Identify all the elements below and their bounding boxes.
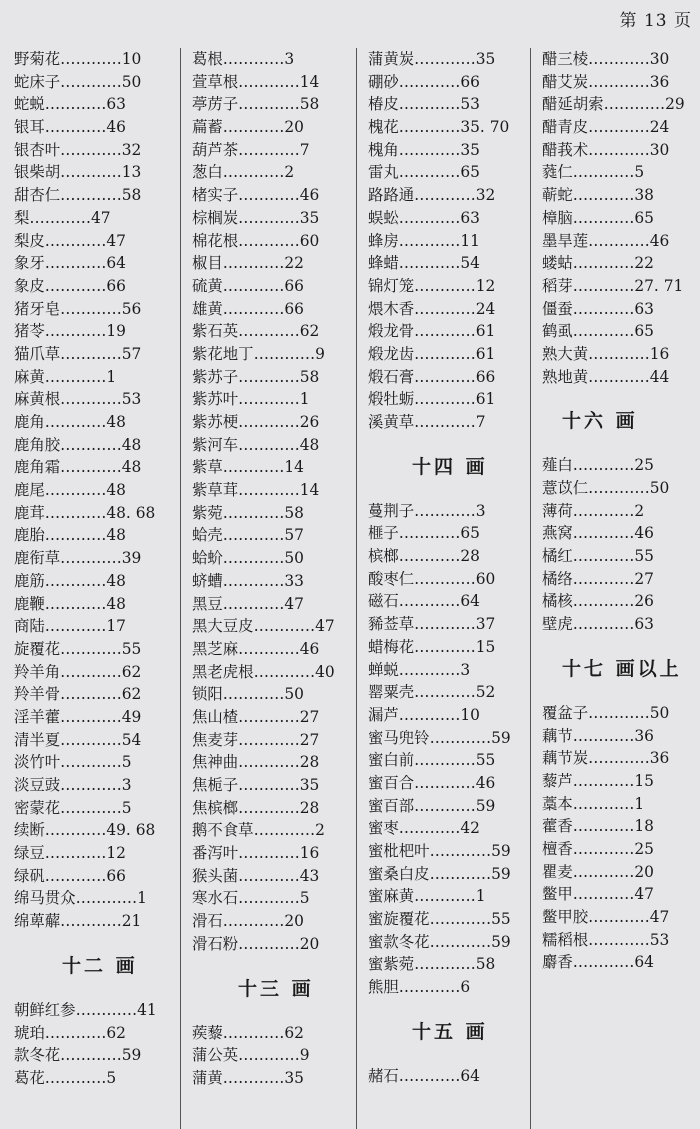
index-entry: 醋青皮…………24 (542, 118, 670, 137)
index-entry: 葱白…………2 (192, 163, 295, 182)
index-entry: 紫石英…………62 (192, 322, 320, 341)
index-entry: 淡竹叶…………5 (14, 753, 132, 772)
index-entry: 银柴胡…………13 (14, 163, 142, 182)
index-entry: 鹅不食草…………2 (192, 821, 325, 840)
index-entry: 寒水石…………5 (192, 889, 310, 908)
index-entry: 煅石膏…………66 (368, 367, 496, 386)
index-entry: 蜂房…………11 (368, 231, 480, 250)
index-entry: 麻黄…………1 (14, 367, 117, 386)
index-entry: 黑豆…………47 (192, 594, 304, 613)
index-entry: 滑石…………20 (192, 912, 304, 931)
index-entry: 象皮…………66 (14, 276, 126, 295)
index-entry: 焦神曲…………28 (192, 753, 320, 772)
index-entry: 醋莪术…………30 (542, 140, 670, 159)
index-entry: 款冬花…………59 (14, 1046, 142, 1065)
index-entry: 紫菀…………58 (192, 503, 304, 522)
index-entry: 椿皮…………53 (368, 95, 480, 114)
index-entry: 楮实子…………46 (192, 186, 320, 205)
index-entry: 鳖甲胶…………47 (542, 908, 670, 926)
index-entry: 豨莶草…………37 (368, 615, 496, 634)
index-entry: 橘络…………27 (542, 569, 654, 588)
index-entry: 锦灯笼…………12 (368, 276, 496, 295)
index-entry: 煨木香…………24 (368, 299, 496, 318)
index-entry: 薏苡仁…………50 (542, 479, 670, 497)
index-entry: 熟地黄…………44 (542, 367, 670, 386)
index-entry: 藕节…………36 (542, 726, 654, 745)
index-entry: 蝉蜕…………3 (368, 660, 471, 679)
stroke-count-heading: 十四 画 (412, 455, 488, 478)
stroke-count-heading: 十五 画 (412, 1020, 488, 1043)
index-entry: 麻黄根…………53 (14, 390, 142, 409)
index-entry: 紫花地丁…………9 (192, 344, 325, 363)
index-entry: 藁本…………1 (542, 794, 645, 813)
index-entry: 覆盆子…………50 (542, 703, 670, 722)
index-entry: 蛤蚧…………50 (192, 549, 304, 568)
index-entry: 猫爪草…………57 (14, 344, 142, 363)
index-entry: 藕节炭…………36 (542, 749, 670, 768)
index-entry: 紫苏梗…………26 (192, 413, 320, 431)
index-entry: 滑石粉…………20 (192, 934, 320, 953)
index-entry: 蔓荆子…………3 (368, 501, 486, 520)
index-entry: 藿香…………18 (542, 817, 654, 836)
index-entry: 橘红…………55 (542, 547, 654, 566)
index-entry: 藜芦…………15 (542, 771, 654, 790)
index-entry: 醋艾炭…………36 (542, 72, 670, 91)
index-entry: 蕲蛇…………38 (542, 186, 654, 205)
index-entry: 磁石…………64 (368, 592, 480, 611)
index-entry: 煅龙齿…………61 (368, 344, 496, 363)
index-entry: 稻芽…………27. 71 (542, 276, 684, 295)
index-column-1 (14, 48, 174, 1129)
index-entry: 熊胆…………6 (368, 978, 471, 997)
index-entry: 橘核…………26 (542, 592, 654, 611)
index-entry: 鹿鞭…………48 (14, 594, 126, 613)
stroke-count-heading: 十二 画 (62, 954, 138, 977)
index-entry: 银耳…………46 (14, 118, 126, 137)
column-divider (180, 48, 181, 1129)
index-entry: 紫河车…………48 (192, 435, 320, 454)
column-divider (530, 48, 531, 1129)
index-entry: 绵萆薢…………21 (14, 912, 142, 931)
index-entry: 醋三棱…………30 (542, 50, 670, 68)
index-entry: 梨…………47 (14, 208, 111, 227)
index-entry: 梨皮…………47 (14, 231, 126, 250)
index-entry: 羚羊角…………62 (14, 662, 142, 681)
index-entry: 野菊花…………10 (14, 50, 142, 68)
index-entry: 猴头菌…………43 (192, 866, 320, 885)
index-entry: 硼砂…………66 (368, 72, 480, 91)
index-entry: 紫草…………14 (192, 458, 304, 477)
index-entry: 蜜旋覆花…………55 (368, 910, 511, 929)
index-entry: 漏芦…………10 (368, 705, 480, 724)
index-entry: 槐角…………35 (368, 140, 480, 159)
index-entry: 密蒙花…………5 (14, 798, 132, 817)
index-entry: 僵蚕…………63 (542, 299, 654, 318)
index-entry: 棉花根…………60 (192, 231, 320, 250)
index-entry: 槐花…………35. 70 (368, 118, 510, 137)
index-entry: 蛤壳…………57 (192, 526, 304, 545)
index-entry: 清半夏…………54 (14, 730, 142, 749)
index-entry: 葛花…………5 (14, 1068, 117, 1087)
index-entry: 猪牙皂…………56 (14, 299, 142, 318)
index-entry: 蛇蜕…………63 (14, 95, 126, 114)
index-entry: 蜜百合…………46 (368, 773, 496, 792)
index-entry: 蜡梅花…………15 (368, 637, 496, 656)
index-entry: 蜜马兜铃…………59 (368, 728, 511, 747)
index-entry: 蜜紫菀…………58 (368, 955, 496, 974)
index-entry: 薄荷…………2 (542, 501, 645, 520)
index-entry: 鹿尾…………48 (14, 481, 126, 500)
index-entry: 鹿茸…………48. 68 (14, 503, 156, 522)
index-entry: 葶苈子…………58 (192, 95, 320, 114)
stroke-count-heading: 十三 画 (238, 977, 314, 1000)
index-entry: 瞿麦…………20 (542, 862, 654, 881)
index-entry: 鹤虱…………65 (542, 322, 654, 341)
index-entry: 焦栀子…………35 (192, 776, 320, 794)
index-entry: 鳖甲…………47 (542, 885, 654, 904)
index-entry: 檀香…………25 (542, 839, 654, 858)
index-entry: 鹿角…………48 (14, 413, 126, 431)
index-entry: 淫羊藿…………49 (14, 707, 142, 726)
index-entry: 蜈蚣…………63 (368, 208, 480, 227)
index-entry: 薤白…………25 (542, 456, 654, 475)
index-entry: 续断…………49. 68 (14, 821, 156, 840)
index-entry: 商陆…………17 (14, 617, 126, 636)
index-entry: 樟脑…………65 (542, 208, 654, 227)
index-entry: 路路通…………32 (368, 186, 496, 205)
page-number: 第 13 页 (619, 11, 692, 31)
index-entry: 赭石…………64 (368, 1066, 480, 1085)
index-entry: 焦山楂…………27 (192, 707, 320, 726)
index-entry: 酸枣仁…………60 (368, 569, 496, 588)
index-entry: 蛴螬…………33 (192, 571, 304, 590)
index-entry: 甜杏仁…………58 (14, 186, 142, 205)
index-entry: 羚羊骨…………62 (14, 685, 142, 704)
index-entry: 蜜枇杷叶…………59 (368, 842, 511, 860)
index-entry: 蜂蜡…………54 (368, 254, 480, 273)
index-column-4 (542, 48, 700, 1129)
index-entry: 银杏叶…………32 (14, 140, 142, 159)
index-entry: 绿豆…………12 (14, 844, 126, 863)
stroke-count-heading: 十七 画以上 (562, 657, 682, 680)
index-entry: 紫苏子…………58 (192, 367, 320, 386)
index-entry: 绵马贯众…………1 (14, 889, 147, 908)
index-entry: 雷丸…………65 (368, 163, 480, 182)
column-divider (356, 48, 357, 1129)
index-entry: 棕榈炭…………35 (192, 208, 320, 227)
index-entry: 煅龙骨…………61 (368, 322, 496, 341)
index-entry: 鹿角胶…………48 (14, 435, 142, 454)
index-entry: 朝鲜红参…………41 (14, 1000, 157, 1019)
index-entry: 番泻叶…………16 (192, 844, 320, 863)
index-entry: 蜜白前…………55 (368, 751, 496, 770)
index-entry: 葛根…………3 (192, 50, 295, 68)
index-entry: 淡豆豉…………3 (14, 776, 132, 794)
index-entry: 鹿角霜…………48 (14, 458, 142, 477)
index-column-3 (368, 48, 528, 1129)
index-entry: 壁虎…………63 (542, 615, 654, 634)
index-entry: 葫芦茶…………7 (192, 140, 310, 159)
index-entry: 罂粟壳…………52 (368, 683, 496, 702)
index-entry: 鹿衔草…………39 (14, 549, 142, 568)
index-entry: 锁阳…………50 (192, 685, 304, 704)
index-entry: 硫黄…………66 (192, 276, 304, 295)
stroke-count-heading: 十六 画 (562, 410, 638, 433)
index-entry: 焦槟榔…………28 (192, 798, 320, 817)
index-entry: 蜜桑白皮…………59 (368, 864, 511, 883)
index-entry: 蕤仁…………5 (542, 163, 645, 182)
index-entry: 黑芝麻…………46 (192, 639, 320, 658)
index-entry: 蜜麻黄…………1 (368, 887, 486, 906)
index-entry: 黑老虎根…………40 (192, 662, 335, 681)
index-entry: 蒲黄炭…………35 (368, 50, 496, 68)
index-entry: 蜜款冬花…………59 (368, 932, 511, 951)
index-entry: 鹿胎…………48 (14, 526, 126, 545)
index-entry: 蝼蛄…………22 (542, 254, 654, 273)
index-entry: 燕窝…………46 (542, 524, 654, 543)
index-entry: 蜜枣…………42 (368, 819, 480, 838)
index-entry: 蒲黄…………35 (192, 1068, 304, 1087)
index-entry: 萱草根…………14 (192, 72, 320, 91)
index-entry: 紫草茸…………14 (192, 481, 320, 500)
index-column-2 (192, 48, 352, 1129)
index-entry: 溪黄草…………7 (368, 413, 486, 431)
index-entry: 糯稻根…………53 (542, 930, 670, 949)
index-entry: 萹蓄…………20 (192, 118, 304, 137)
index-entry: 旋覆花…………55 (14, 639, 142, 658)
index-entry: 槟榔…………28 (368, 547, 480, 566)
index-entry: 绿矾…………66 (14, 866, 126, 885)
index-entry: 蛇床子…………50 (14, 72, 142, 91)
index-entry: 墨旱莲…………46 (542, 231, 670, 250)
index-entry: 麝香…………64 (542, 953, 654, 972)
index-entry: 琥珀…………62 (14, 1023, 126, 1042)
index-entry: 黑大豆皮…………47 (192, 617, 335, 636)
index-entry: 榧子…………65 (368, 524, 480, 543)
index-entry: 焦麦芽…………27 (192, 730, 320, 749)
index-entry: 蜜百部…………59 (368, 796, 496, 815)
index-entry: 蒺藜…………62 (192, 1023, 304, 1042)
index-entry: 熟大黄…………16 (542, 344, 670, 363)
index-entry: 猪苓…………19 (14, 322, 126, 341)
index-entry: 醋延胡索…………29 (542, 95, 685, 114)
index-entry: 椒目…………22 (192, 254, 304, 273)
index-entry: 雄黄…………66 (192, 299, 304, 318)
index-entry: 煅牡蛎…………61 (368, 390, 496, 409)
index-entry: 紫苏叶…………1 (192, 390, 310, 409)
index-entry: 象牙…………64 (14, 254, 126, 273)
index-entry: 蒲公英…………9 (192, 1046, 310, 1065)
index-entry: 鹿筋…………48 (14, 571, 126, 590)
